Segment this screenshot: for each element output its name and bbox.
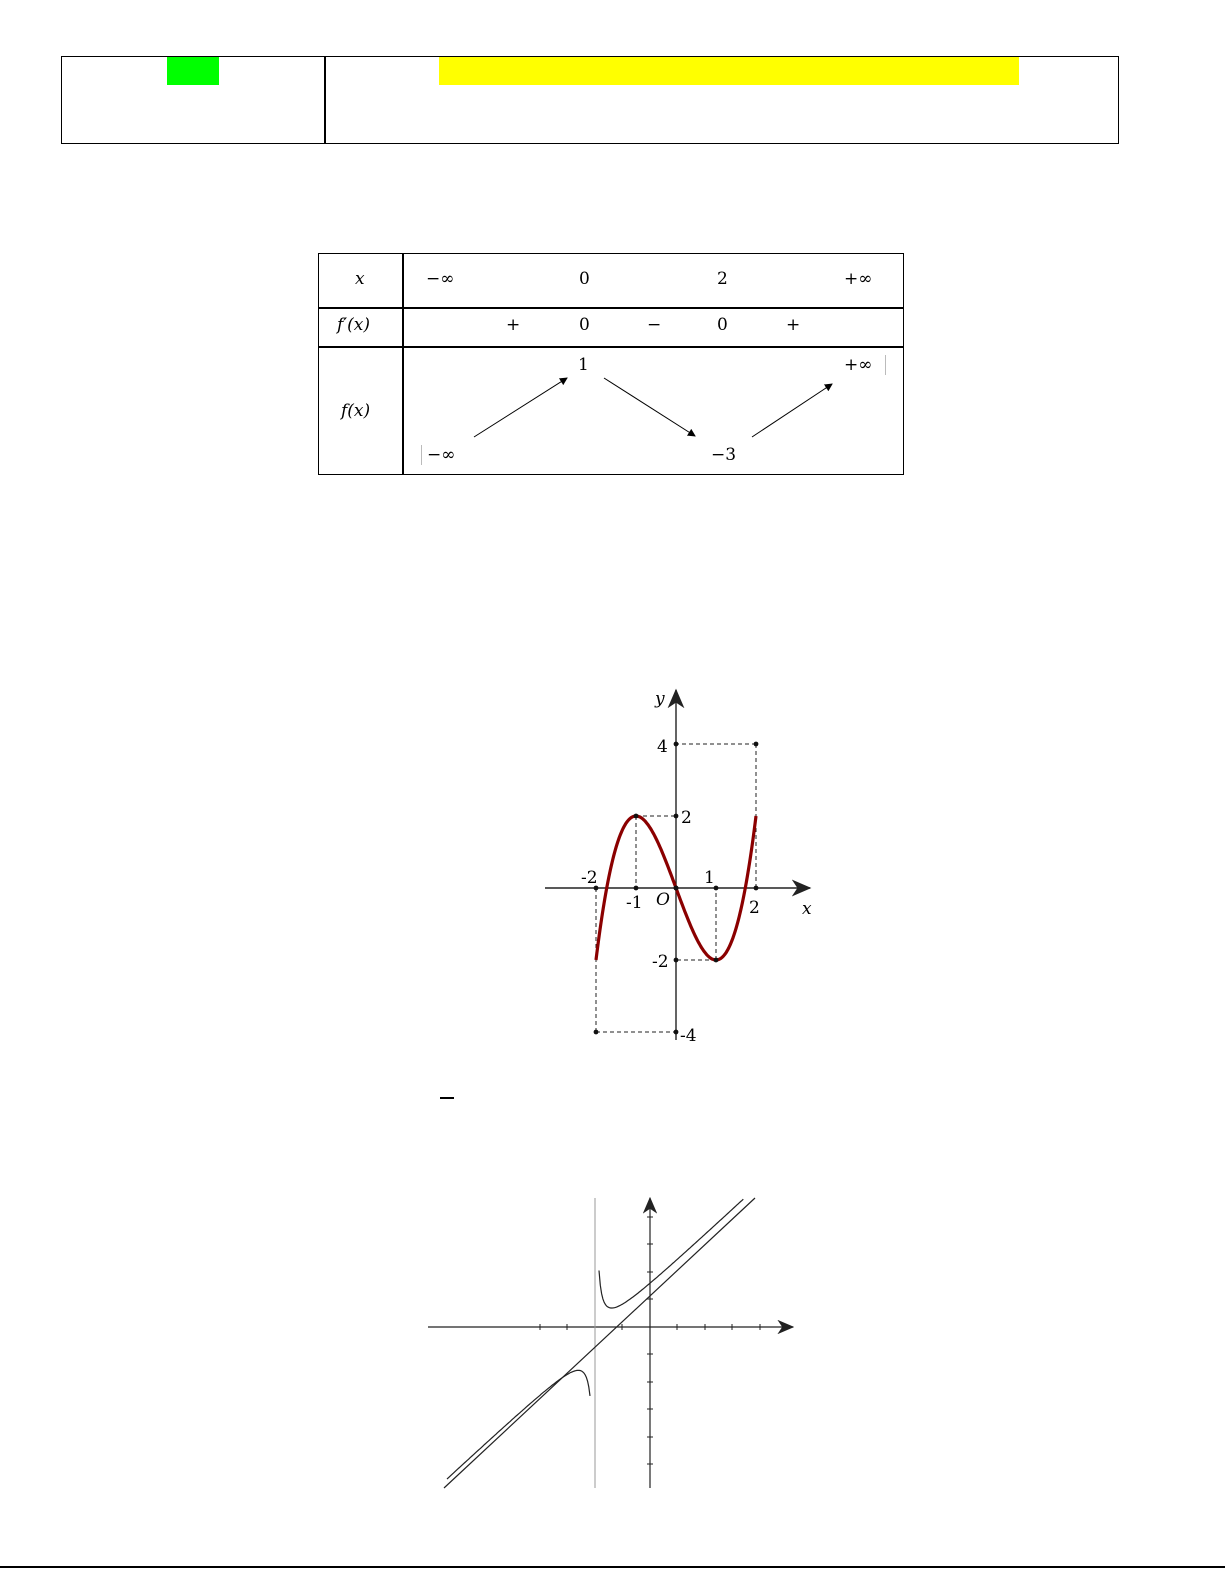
hyperbola-left-branch [447, 1370, 590, 1479]
y-tick-label: 4 [657, 737, 668, 757]
yellow-highlight [439, 57, 1019, 85]
increase-arrow [752, 384, 832, 437]
hyperbola-graph [425, 1195, 800, 1490]
f-value-right: +∞ [844, 355, 873, 375]
point-dot [594, 1030, 599, 1035]
footer-rule [0, 1566, 1225, 1568]
sign-value: − [647, 315, 662, 335]
row-label-x: x [355, 269, 365, 289]
sign-value: 0 [717, 315, 728, 335]
x-tick-label: 1 [704, 868, 715, 888]
point-dot [674, 886, 679, 891]
x-value: +∞ [844, 269, 873, 289]
y-axis-label: y [655, 689, 665, 709]
point-dot [674, 1030, 679, 1035]
x-tick-label: -2 [581, 868, 598, 888]
sign-value: 0 [579, 315, 590, 335]
point-dot [674, 814, 679, 819]
oblique-asymptote [444, 1198, 755, 1488]
point-dot [674, 958, 679, 963]
x-value: −∞ [426, 269, 455, 289]
point-dot [754, 886, 759, 891]
point-dot [714, 958, 719, 963]
x-tick-label: 2 [749, 898, 760, 918]
x-axis-label: x [802, 899, 812, 919]
point-dot [634, 886, 639, 891]
green-highlight [167, 57, 219, 85]
f-value-min: −3 [711, 445, 737, 465]
x-value: 2 [717, 269, 728, 289]
hyperbola-right-branch [599, 1199, 743, 1308]
variation-table [318, 253, 904, 475]
origin-label: O [656, 890, 670, 910]
overline-mark [440, 1097, 454, 1099]
increase-arrow [474, 378, 567, 437]
f-value-left: −∞ [427, 445, 456, 465]
decrease-arrow [604, 378, 695, 436]
y-tick-label: 2 [681, 808, 692, 828]
f-value-max: 1 [578, 355, 589, 375]
x-value: 0 [579, 269, 590, 289]
y-tick-label: -4 [680, 1026, 697, 1046]
point-dot [674, 742, 679, 747]
sign-value: + [506, 315, 521, 335]
y-tick-label: -2 [652, 952, 669, 972]
cubic-graph [540, 680, 830, 1050]
row-label-fprime: f′(x) [337, 315, 371, 335]
header-divider [324, 57, 326, 143]
sign-value: + [786, 315, 801, 335]
variation-arrows [319, 254, 905, 476]
point-dot [754, 742, 759, 747]
header-box [61, 56, 1119, 144]
point-dot [634, 814, 639, 819]
x-tick-label: -1 [626, 893, 643, 913]
row-label-f: f(x) [341, 401, 371, 421]
